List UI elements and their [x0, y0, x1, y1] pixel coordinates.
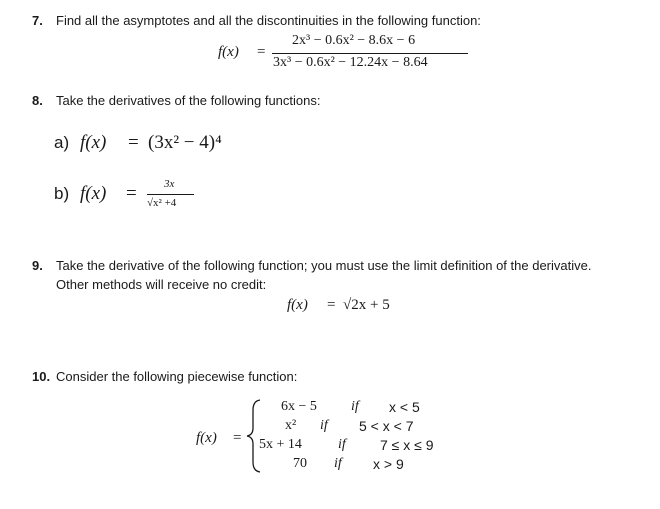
q7-fraction-bar	[272, 53, 468, 54]
brace-path	[247, 400, 260, 472]
q10-piece-2-expr: x²	[285, 418, 297, 433]
q8b-denominator: √x² +4	[147, 197, 177, 209]
q9-fx: f(x)	[287, 297, 308, 313]
q7-denominator: 3x³ − 0.6x² − 12.24x − 8.64	[273, 55, 428, 70]
q10-piece-2-cond: 5 < x < 7	[359, 418, 414, 434]
q10-piece-1-cond: x < 5	[389, 399, 420, 415]
q8b-equals: =	[126, 183, 137, 204]
q10-equals: =	[233, 430, 242, 446]
q10-piece-1-expr: 6x − 5	[281, 399, 317, 414]
q10-piece-3-if: if	[338, 437, 346, 452]
q10-piece-4-expr: 70	[293, 456, 307, 471]
q10-left-brace	[244, 398, 264, 474]
q9-number: 9.	[32, 258, 43, 273]
q8a-expression: (3x² − 4)⁴	[148, 132, 222, 153]
q10-piece-2-if: if	[320, 418, 328, 433]
q8-text: Take the derivatives of the following functions:	[56, 93, 321, 108]
q8b-fraction-bar	[147, 194, 194, 195]
q10-piece-4-cond: x > 9	[373, 456, 404, 472]
q8a-label: a)	[54, 133, 70, 152]
q9-equals: =	[327, 297, 336, 313]
q10-text: Consider the following piecewise function:	[56, 369, 298, 384]
q9-expression: √2x + 5	[343, 297, 390, 313]
q10-number: 10.	[32, 369, 51, 384]
q10-piece-3-expr: 5x + 14	[259, 437, 302, 452]
q10-piece-4-if: if	[334, 456, 342, 471]
q8b-label: b)	[54, 184, 70, 203]
q7-fx: f(x)	[218, 44, 239, 60]
q10-piece-3-cond: 7 ≤ x ≤ 9	[380, 437, 434, 453]
q7-number: 7.	[32, 13, 43, 28]
q8a-fx: f(x)	[80, 132, 107, 153]
q7-text: Find all the asymptotes and all the discontinuities in the following function:	[56, 13, 481, 28]
q8b-numerator: 3x	[164, 178, 175, 190]
q10-fx: f(x)	[196, 430, 217, 446]
q8b-fx: f(x)	[80, 183, 107, 204]
q7-numerator: 2x³ − 0.6x² − 8.6x − 6	[292, 33, 416, 48]
q8a-equals: =	[128, 132, 139, 153]
q8-number: 8.	[32, 93, 43, 108]
q9-text-line2: Other methods will receive no credit:	[56, 277, 267, 292]
q10-piece-1-if: if	[351, 399, 359, 414]
q9-text-line1: Take the derivative of the following function; you must use the limit definition of the derivative.	[56, 258, 592, 273]
q7-equals: =	[257, 44, 266, 60]
